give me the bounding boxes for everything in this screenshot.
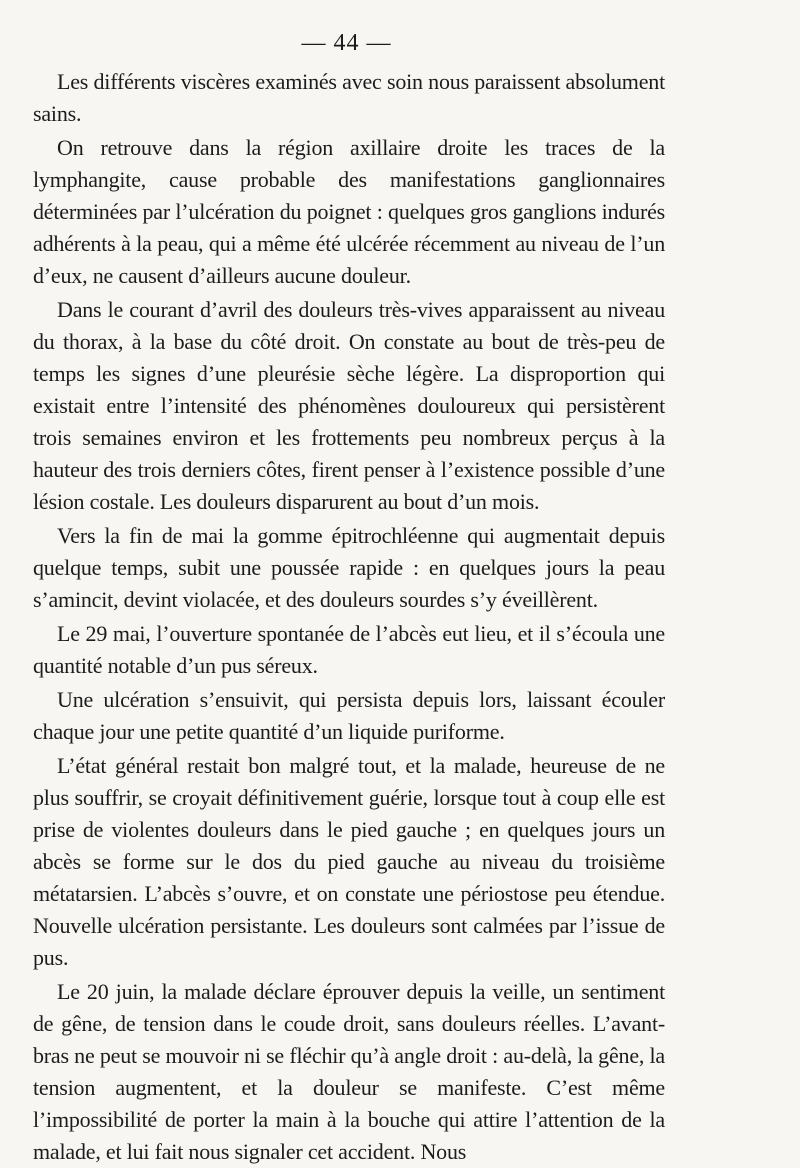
paragraph: Une ulcération s’ensuivit, qui persista depuis lors, laissant écouler chaque jour une petite quantité d’un liquide puriforme.	[33, 687, 665, 744]
paragraph: On retrouve dans la région axillaire droite les traces de la lymphangite, cause probable des manifestations ganglionnaires déterminées par l’ulcération du poignet : quelques gros ganglions indurés adhérents à la peau, qui a même été ulcérée récemment au niveau de l’un d’eux, ne causent d’ailleurs aucune douleur.	[33, 135, 665, 288]
paragraph: Dans le courant d’avril des douleurs très-vives apparaissent au niveau du thorax, à la base du côté droit. On constate au bout de très-peu de temps les signes d’une pleurésie sèche légère. La disproportion qui existait entre l’intensité des phénomènes douloureux qui persistèrent trois semaines environ et les frottements peu nombreux perçus à la hauteur des trois derniers côtes, firent penser à l’existence possible d’une lésion costale. Les douleurs disparurent au bout d’un mois.	[33, 297, 665, 514]
paragraph: Vers la fin de mai la gomme épitrochléenne qui augmentait depuis quelque temps, subit une poussée rapide : en quelques jours la peau s’amincit, devint violacée, et des douleurs sourdes s’y éveillèrent.	[33, 523, 665, 612]
paragraph: Le 29 mai, l’ouverture spontanée de l’abcès eut lieu, et il s’écoula une quantité notable d’un pus séreux.	[33, 621, 665, 678]
paragraph: L’état général restait bon malgré tout, et la malade, heureuse de ne plus souffrir, se croyait définitivement guérie, lorsque tout à coup elle est prise de violentes douleurs dans le pied gauche ; en quelques jours un abcès se forme sur le dos du pied gauche au niveau du troisième métatarsien. L’abcès s’ouvre, et on constate une périostose peu étendue. Nouvelle ulcération persistante. Les douleurs sont calmées par l’issue de pus.	[33, 753, 665, 970]
paragraph: Les différents viscères examinés avec soin nous paraissent absolument sains.	[33, 69, 665, 126]
paragraph: Le 20 juin, la malade déclare éprouver depuis la veille, un sentiment de gêne, de tension dans le coude droit, sans douleurs réelles. L’avant-bras ne peut se mouvoir ni se fléchir qu’à angle droit : au-delà, la gêne, la tension augmentent, et la douleur se manifeste. C’est même l’impossibilité de porter la main à la bouche qui attire l’attention de la malade, et lui fait nous signaler cet accident. Nous	[33, 979, 665, 1164]
body-text	[33, 66, 665, 1168]
page-number: — 44 —	[301, 30, 392, 56]
